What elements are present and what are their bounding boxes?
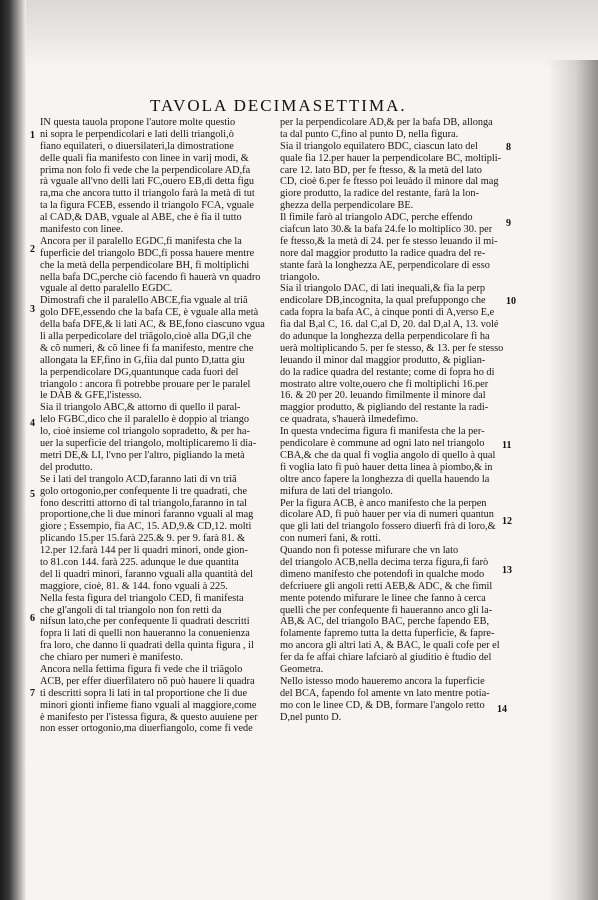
text-line: fia dal B,al C, 16. dal C,al D, 20. dal D,al A, 13. volé [280, 319, 499, 331]
text-line: golo ortogonio,per confequente li tre quadrati, che [40, 485, 248, 497]
text-line: stante farà la longhezza AE, perpendicolare di esso [280, 259, 490, 271]
text-line: dimeno manifesto che potendofi in qualche modo [280, 568, 485, 580]
text-line: to 81.con 144. farà 225. adunque le due quantita [40, 556, 239, 568]
text-line: la perpendicolare DG,quantunque cada fuori del [40, 366, 239, 378]
text-line: Sia il triangolo equilatero BDC, ciascun lato del [280, 140, 478, 152]
text-line: nore dal maggior produtto la radice quadra del re- [280, 247, 486, 259]
margin-number: 6 [30, 613, 35, 624]
text-line: uer la superficie del triangolo, moltiplicaremo li dia- [40, 438, 257, 450]
text-line: do la radice quadra del restante; come di fopra ho di [280, 366, 495, 378]
text-line: Ancora per il paralello EGDC,fi manifesta che la [40, 235, 242, 247]
text-line: fiano equilateri, o diuersilateri,la dimostratione [40, 140, 234, 152]
text-line: quelli che per confequente fi haueranno anco gli la- [280, 604, 493, 616]
text-line: fono descritti attorno di tal triangolo,faranno in tal [40, 497, 248, 509]
text-line: CD, cioè 6.per fe ftesso poi leuàdo il minore dal mag [280, 176, 499, 188]
text-line: è manifesto per l'istessa figura, & questo auuiene per [40, 711, 258, 723]
text-line: CBA,& che da qual fi voglia angolo di quello à qual [280, 449, 496, 461]
text-line: le DAB & GFE,l'istesso. [40, 390, 142, 402]
text-line: Quando non fi potesse mifurare che vn lato [280, 545, 459, 557]
text-line: & cõ numeri, & cõ linee fi fa manifesto, mentre che [40, 342, 254, 354]
margin-number: 14 [497, 704, 507, 715]
margin-number: 8 [506, 142, 511, 153]
margin-number: 11 [502, 440, 512, 451]
text-line: allongata la EF,fino in G,fiia dal punto D,tatta giu [40, 354, 245, 366]
text-line: Ancora nella fettima figura fi vede che il triãgolo [40, 663, 243, 675]
text-line: Se i lati del trangolo ACD,faranno lati di vn triã [40, 473, 237, 485]
text-line: defcriuere gli angoli retti AEB,& ADC, & che fimil [280, 580, 493, 592]
text-line: 16. & 20 per 20. leuando fimilmente il minore dal [280, 390, 486, 402]
text-line: golo DFE,essendo che la bafa CE, è vguale alla metà [40, 307, 259, 319]
text-line: nella bafa DC,perche ciò facendo fi hauerà vn quadro [40, 271, 261, 283]
text-line: lelo FGBC,dico che il paralello è doppio al triango [40, 414, 250, 426]
text-line: del BCA, fapendo fol amente vn lato mentre potia- [280, 687, 490, 699]
text-line: fra loro, che danno li quadrati della quinta figura , il [40, 640, 254, 652]
margin-number: 12 [502, 516, 512, 527]
text-line: delle quali fia manifesto con linee in varij modi, & [40, 152, 249, 164]
text-line: Nella festa figura del triangolo CED, fi manifesta [40, 592, 244, 604]
margin-number: 3 [30, 304, 35, 315]
binding-shadow [0, 0, 26, 900]
margin-number: 10 [506, 296, 516, 307]
text-line: lo, cioè insieme col triangolo sopradetto, & per ha- [40, 426, 250, 438]
text-line: ni sopra le perpendicolari e lati delli triangoli,ò [40, 128, 234, 140]
text-line: mo ancora gli altri lati A, & BAC, le quali cofe per el [280, 640, 500, 652]
text-line: mifura de lati del triangolo. [280, 485, 393, 497]
text-line: ciafcun lato 30.& la bafa 24.fe lo moltiplico 30. per [280, 224, 493, 236]
top-shadow [26, 0, 598, 70]
margin-number: 9 [506, 218, 511, 229]
text-line: triangolo. [280, 271, 320, 283]
page-edge-shadow [548, 60, 598, 900]
margin-number: 7 [30, 688, 35, 699]
text-line: fopra li lati di quelli non haueranno la conuenienza [40, 628, 250, 640]
text-line: li alla perpedicolare del triãgolo,cioè alla DG,il che [40, 331, 252, 343]
margin-number: 2 [30, 244, 35, 255]
text-line: Nello istesso modo haueremo ancora la fuperficie [280, 675, 485, 687]
text-line: per la perpendicolare AD,& per la bafa DB, allonga [280, 117, 493, 128]
text-line: 12.per 12.farà 144 per li quadri minori, onde gion- [40, 545, 248, 557]
margin-number: 5 [30, 489, 35, 500]
text-line: nifsun lato,che per confequente li quadrati descritti [40, 616, 250, 628]
text-line: del produtto. [40, 461, 93, 473]
text-line: leuando il minor dal maggior produtto, & piglian- [280, 354, 486, 366]
margin-number: 13 [502, 565, 512, 576]
text-line: della bafa DFE,& li lati AC, & BE,fono ciascuno vgua [40, 319, 265, 331]
text-line: Dimostrafi che il paralello ABCE,fia vguale al triã [40, 295, 248, 307]
text-line: Per la figura ACB, è anco manifesto che la perpen [280, 497, 487, 509]
text-line: che gl'angoli di tal triangolo non fon retti da [40, 604, 222, 616]
text-line: fe ftesso,& la metà di 24. per fe stesso leuando il mi- [280, 235, 498, 247]
text-line: fi voglia lato fi può hauer detta linea à piombo,& in [280, 461, 493, 473]
text-line: pendicolare è commune ad ogni lato nel triangolo [280, 438, 485, 450]
text-line: vguale al detto paralello EGDC. [40, 283, 173, 295]
text-line: oltre anco fapere la longhezza di quella hauendo la [280, 473, 490, 485]
text-line: mente potendo mifurare le linee che fanno à cerca [280, 592, 486, 604]
text-line: Sia il triangolo ABC,& attorno di quello il paral- [40, 402, 241, 414]
text-line: uerà moltiplicando 5. per fe stesso, & 13. per fe stesso [280, 342, 504, 354]
text-line: ghezza della perpendicolare BE. [280, 200, 414, 212]
text-line: giore ; Essempio, fia AC, 15. AD,9.& CD,12. molti [40, 521, 252, 533]
text-line: dicolare AD, fi può hauer per via di numeri quantun [280, 509, 494, 521]
text-line: ti descritti sopra li lati in tal proportione che li due [40, 687, 248, 699]
text-line: D,nel punto D. [280, 711, 342, 723]
text-line: do adunque la longhezza della perpendicolare fi ha [280, 331, 490, 343]
text-line: metri DE,& LI, l'vno per l'altro, pigliando la metà [40, 449, 245, 461]
text-line: ta la figura FCEB, essendo il triangolo FCA, vguale [40, 200, 254, 212]
text-line: con numeri fani, & rotti. [280, 533, 381, 545]
margin-number: 4 [30, 418, 35, 429]
text-line: del triangolo ACB,nella decima terza figura,fi farò [280, 556, 489, 568]
text-line: che chiaro per numeri è manifesto. [40, 652, 183, 664]
text-line: maggior produtto, & pigliando del restante la radi- [280, 402, 489, 414]
text-line: maggiore, cioè, 81. & 144. fono vguali à 225. [40, 580, 228, 592]
text-line: fuperficie del triangolo BDC,fi possa hauere mentre [40, 247, 255, 259]
text-line: che la metà della perpendicolare BH, fi moltiplichi [40, 259, 250, 271]
text-line: plicando 15.per 15.farà 225.& 9. per 9. farà 81. & [40, 533, 246, 545]
left-text-column [40, 117, 268, 735]
text-line: ACB, per effer diuerfilatero nõ può hauere li quadra [40, 675, 255, 687]
text-line: Sia il triangolo DAC, di lati inequali,& fia la perp [280, 283, 486, 295]
text-line: triangolo : ancora fi potrebbe prouare per le paralel [40, 378, 251, 390]
text-line: non esser ortogonio,ma diuerfiangolo, come fi vede [40, 723, 253, 735]
text-line: rà vguale all'vno delli lati FC,ouero EB,di detta figu [40, 176, 255, 188]
text-line: manifesto con linee. [40, 224, 124, 236]
margin-number: 1 [30, 130, 35, 141]
text-line: del li quadri minori, faranno vguali alla quantità del [40, 568, 254, 580]
text-line: In questa vndecima figura fi manifesta che la per- [280, 426, 485, 438]
text-line: proportione,che li due minori faranno vguali al mag [40, 509, 254, 521]
text-line: al CAD,& DAB, vguale al ABE, che è fia il tutto [40, 212, 242, 224]
text-line: ra,ma che ancora tutto il triangolo farà la metà di tut [40, 188, 255, 200]
page-title: TAVOLA DECIMASETTIMA. [150, 96, 407, 115]
text-line: endicolare DB,incognita, la qual prefuppongo che [280, 295, 486, 307]
text-line: folamente fapremo tutta la detta fuperficie, & fapre- [280, 628, 495, 640]
text-line: quale fia 12.per hauer la perpendicolare BC, moltipli- [280, 152, 502, 164]
text-line: care 12. lato BD, per fe ftesso, & la metà del lato [280, 164, 482, 176]
text-line: ce quadrata, s'hauerà ilmedefimo. [280, 414, 419, 426]
text-line: giore produtto, la radice del restante, farà la lon- [280, 188, 479, 200]
text-line: Geometra. [280, 663, 324, 675]
text-line: Il fimile farò al triangolo ADC, perche effendo [280, 212, 473, 224]
text-line: ta dal punto C,fino al punto D, nella figura. [280, 128, 459, 140]
text-line: prima non folo fi vede che la perpendicolare AD,fa [40, 164, 251, 176]
text-line: mo con le linee CD, & DB, formare l'angolo retto [280, 699, 485, 711]
text-line: AB,& AC, del triangolo BAC, perche fapendo EB, [280, 616, 490, 628]
text-line: que gli lati del triangolo fossero diuerfi frà di loro,& [280, 521, 496, 533]
text-line: fer da fe affai chiare lafciarò al giuditio è ftudio del [280, 652, 492, 664]
text-line: cada fopra la bafa AC, à cinque ponti di A,verso E,e [280, 307, 495, 319]
text-line: IN questa tauola propone l'autore molte questio [40, 117, 236, 128]
text-line: mostrato altre volte,ouero che fi moltiplichi 16.per [280, 378, 489, 390]
text-line: minori gionti infieme fiano vguali al maggiore,come [40, 699, 257, 711]
